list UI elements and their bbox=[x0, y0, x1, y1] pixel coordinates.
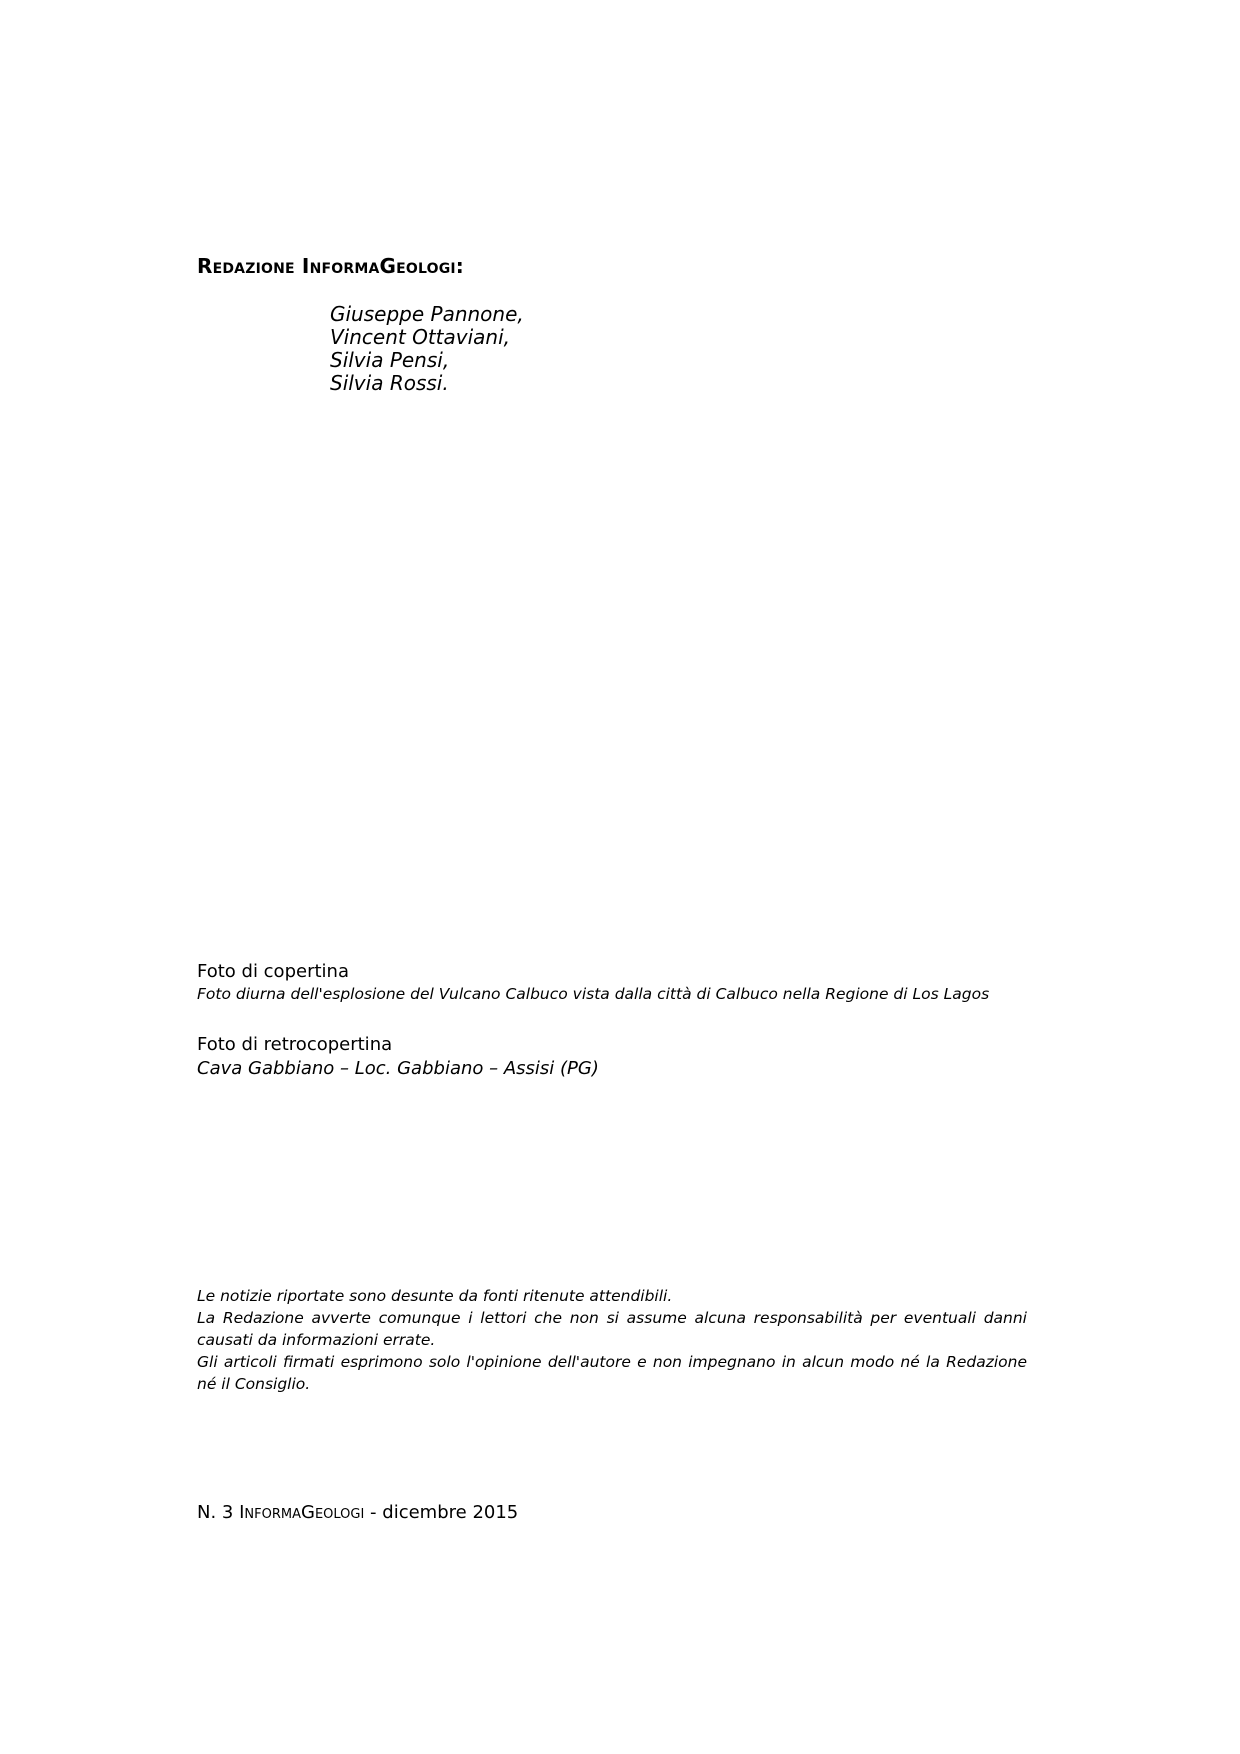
back-cover-photo-label: Foto di retrocopertina bbox=[197, 1034, 393, 1055]
editorial-member: Silvia Pensi, bbox=[330, 348, 450, 372]
publication-name: InformaGeologi bbox=[239, 1502, 365, 1523]
disclaimer-line: La Redazione avverte comunque i lettori che non si assume alcuna responsabilità per eventuali danni causati da informazioni errate. bbox=[197, 1309, 1027, 1349]
disclaimer-line: Le notizie riportate sono desunte da fonti ritenute attendibili. bbox=[197, 1287, 673, 1305]
disclaimer bbox=[197, 1285, 1027, 1395]
editorial-members bbox=[330, 303, 524, 395]
cover-photo-caption: Foto diurna dell'esplosione del Vulcano Calbuco vista dalla città di Calbuco nella Regione di Los Lagos bbox=[197, 985, 990, 1003]
editorial-member: Vincent Ottaviani, bbox=[330, 325, 511, 349]
editorial-member: Giuseppe Pannone, bbox=[330, 302, 524, 326]
issue-number: N. 3 bbox=[197, 1502, 234, 1523]
editorial-member: Silvia Rossi. bbox=[330, 371, 449, 395]
issue-date: dicembre 2015 bbox=[382, 1502, 519, 1523]
disclaimer-line: Gli articoli firmati esprimono solo l'opinione dell'autore e non impegnano in alcun modo né la Redazione né il Consiglio. bbox=[197, 1353, 1027, 1393]
footer-separator: - bbox=[370, 1502, 377, 1523]
editorial-heading: Redazione InformaGeologi: bbox=[197, 254, 464, 278]
cover-photo-label: Foto di copertina bbox=[197, 961, 349, 982]
back-cover-photo-caption: Cava Gabbiano – Loc. Gabbiano – Assisi (PG) bbox=[197, 1058, 599, 1079]
issue-footer bbox=[197, 1502, 518, 1523]
